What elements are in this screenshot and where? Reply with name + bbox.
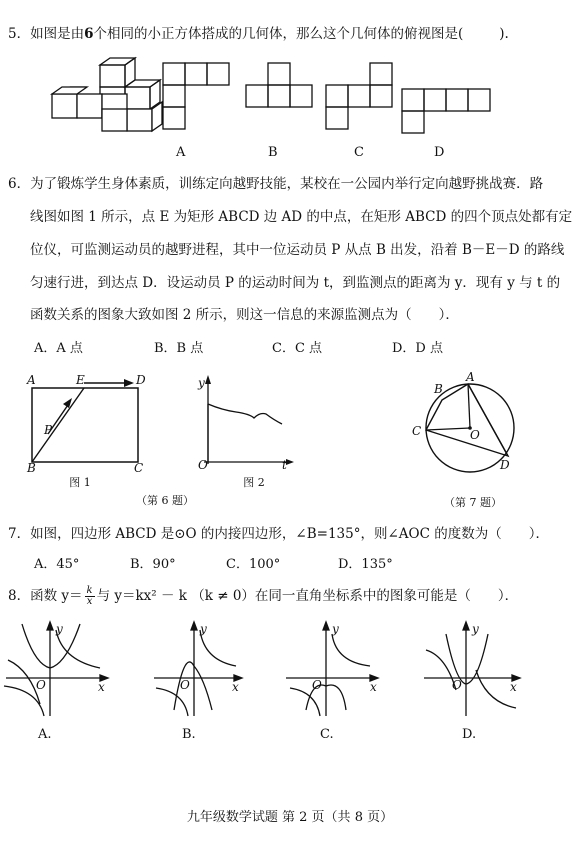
q8-fraction: $\frac{k}{x}$ — [86, 585, 93, 607]
q8-graph-c — [286, 622, 378, 716]
q6-fig1-label-b: B — [27, 461, 36, 475]
q8-option-b[interactable]: B. — [182, 727, 196, 742]
q6-fig2-caption: 图 2 — [243, 476, 265, 489]
q5-option-d[interactable]: D — [434, 145, 445, 160]
q6-option-c[interactable]: C．C 点 — [272, 341, 323, 356]
q7-text: 7．如图，四边形 ABCD 是⊙O 的内接四边形，∠B=135°，则∠AOC 的度数为（ ）． — [8, 526, 549, 542]
q5-option-a-figure — [163, 63, 229, 129]
q8-option-a[interactable]: A. — [38, 727, 52, 742]
q5-text: 5．如图是由6个相同的小正方体搭成的几何体，那么这个几何体的俯视图是( ). — [8, 26, 509, 42]
q8-graph-d — [424, 622, 520, 716]
q6-option-d[interactable]: D．D 点 — [392, 341, 443, 356]
q6-option-b[interactable]: B．B 点 — [154, 341, 204, 356]
q8-c-label-o: O — [312, 678, 322, 692]
q6-fig2-label-y: y — [198, 376, 205, 390]
q8-graphs — [0, 620, 580, 720]
q6-number: 6． — [8, 176, 31, 192]
q5-option-b-figure — [246, 63, 312, 107]
q7-fig-label-b: B — [434, 382, 443, 396]
q6-figure-note: （第 6 题） — [136, 494, 194, 507]
q8-option-d[interactable]: D. — [462, 727, 477, 742]
q8-c-label-y: y — [332, 622, 339, 636]
q8-text: 8．函数 y＝ $\frac{k}{x}$ 与 y＝kx² － k （k ≠ 0）在同一直角坐标系中的图象可能是（ ）． — [8, 585, 519, 607]
q6-figure-2 — [190, 372, 300, 472]
q8-a-label-y: y — [56, 622, 63, 636]
q5-option-d-figure — [402, 89, 490, 133]
q6-fig2-label-t: t — [282, 458, 287, 472]
q6-line-1: 6．为了锻炼学生身体素质，训练定向越野技能，某校在一公园内举行定向越野挑战赛．路 — [8, 176, 544, 192]
q5-option-b[interactable]: B — [268, 145, 278, 160]
q7-fig-label-c: C — [412, 424, 422, 438]
q8-graph-b — [154, 622, 242, 716]
q6-fig1-caption: 图 1 — [69, 476, 91, 489]
q6-fig1-label-d: D — [136, 373, 146, 387]
page-footer: 九年级数学试题 第 2 页（共 8 页） — [186, 810, 394, 825]
q6-line-4: 匀速行进，到达点 D．设运动员 P 的运动时间为 t，到监测点的距离为 y．现有 y 与 t 的 — [30, 275, 561, 291]
q8-c-label-x: x — [370, 680, 377, 694]
q5-option-c-figure — [326, 63, 392, 129]
q6-fig1-label-a: A — [27, 373, 36, 387]
q7-figure-note: （第 7 题） — [444, 496, 502, 509]
q5-solid-figure — [52, 58, 162, 131]
q8-option-c[interactable]: C. — [320, 727, 334, 742]
q8-b-label-x: x — [232, 680, 239, 694]
q6-fig1-label-p: P — [44, 423, 53, 437]
q7-option-a[interactable]: A．45° — [34, 557, 80, 572]
q7-fig-label-o: O — [470, 428, 480, 442]
q5-number: 5． — [8, 26, 31, 42]
q6-fig1-label-e: E — [76, 373, 85, 387]
q6-fig1-label-c: C — [134, 461, 144, 475]
q5-option-a[interactable]: A — [176, 145, 186, 160]
q5-figures — [40, 55, 540, 145]
q6-figure-1 — [24, 372, 154, 472]
q8-number: 8． — [8, 588, 31, 604]
q8-b-label-o: O — [180, 678, 190, 692]
q8-d-label-o: O — [452, 678, 462, 692]
q6-fig2-label-o: O — [198, 458, 208, 472]
q8-a-label-o: O — [36, 678, 46, 692]
q7-fig-label-a: A — [466, 370, 475, 384]
q8-d-label-x: x — [510, 680, 517, 694]
q8-b-label-y: y — [200, 622, 207, 636]
q6-line-2: 线图如图 1 所示，点 E 为矩形 ABCD 边 AD 的中点，在矩形 ABCD 的四个顶点处都有定 — [30, 209, 573, 225]
q6-line-3: 位仪，可监测运动员的越野进程，其中一位运动员 P 从点 B 出发，沿着 B－E－D 的路线 — [30, 242, 565, 258]
q7-option-d[interactable]: D．135° — [338, 557, 393, 572]
q8-a-label-x: x — [98, 680, 105, 694]
q6-option-a[interactable]: A．A 点 — [34, 341, 83, 356]
q7-fig-label-d: D — [500, 458, 510, 472]
q5-option-c[interactable]: C — [354, 145, 364, 160]
q6-line-5: 函数关系的图象大致如图 2 所示，则这一信息的来源监测点为（ ）． — [30, 307, 459, 323]
q8-d-label-y: y — [472, 622, 479, 636]
q8-graph-a — [4, 622, 108, 716]
q7-option-b[interactable]: B．90° — [130, 557, 176, 572]
q7-number: 7． — [8, 526, 31, 542]
q7-option-c[interactable]: C．100° — [226, 557, 281, 572]
